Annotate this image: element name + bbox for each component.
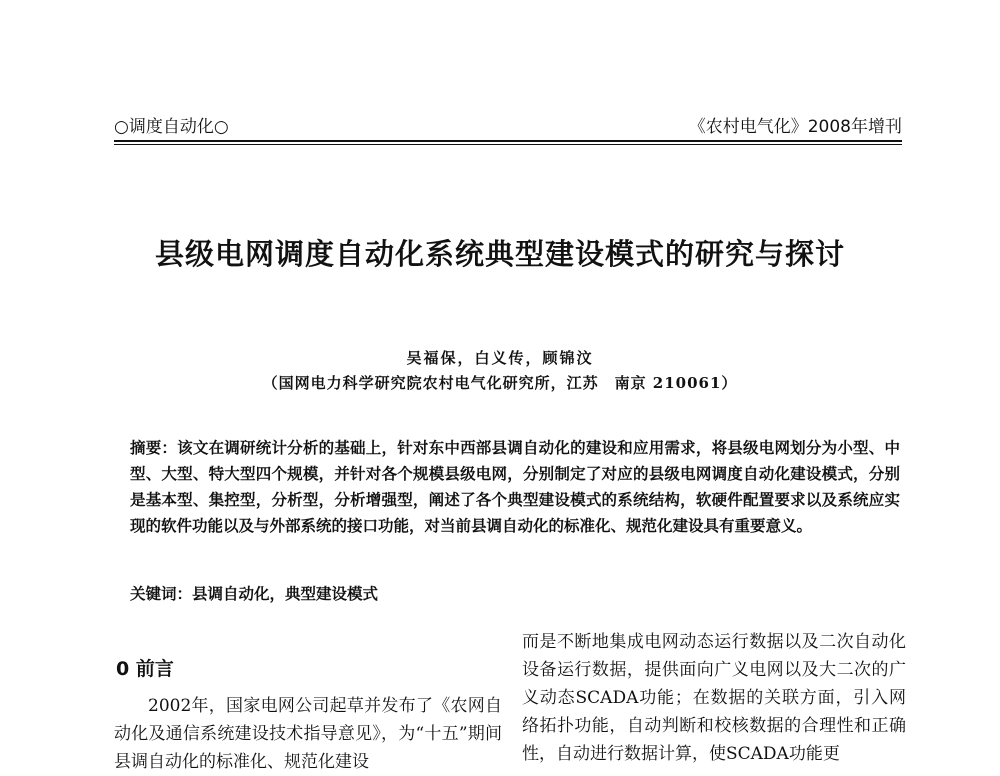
keywords	[130, 582, 378, 604]
abstract-label: 摘要：	[130, 439, 178, 457]
header-rule-thin	[114, 144, 902, 145]
affiliation: （国网电力科学研究院农村电气化研究所，江苏 南京 210061）	[262, 374, 738, 392]
running-header	[114, 110, 902, 138]
abstract	[130, 435, 900, 539]
header-rule	[114, 140, 902, 142]
right-column	[522, 628, 906, 768]
keywords-text: 县调自动化，典型建设模式	[192, 584, 379, 603]
section-heading: 0 前言	[116, 658, 174, 680]
author-list: 吴福保，白义传，顾锦汶	[406, 349, 594, 367]
section-label: ○调度自动化○	[114, 117, 229, 137]
body-paragraph-right: 而是不断地集成电网动态运行数据以及二次自动化设备运行数据，提供面向广义电网以及大二次的广义动态SCADA功能；在数据的关联方面，引入网络拓扑功能，自动判断和校核数据的合理性和正确性，自动进行数据计算，使SCADA功能更	[522, 632, 906, 764]
left-column	[114, 640, 502, 776]
keywords-label: 关键词：	[130, 585, 193, 603]
abstract-text: 该文在调研统计分析的基础上，针对东中西部县调自动化的建设和应用需求，将县级电网划分为小型、中型、大型、特大型四个规模，并针对各个规模县级电网，分别制定了对应的县级电网调度自动化建设模式，分别是基本型、集控型，分析型，分析增强型，阐述了各个典型建设模式的系统结构，软硬件配置要求以及系统应实现的软件功能以及与外部系统的接口功能，对当前县调自动化的标准化、规范化建设具有重要意义。	[130, 438, 900, 535]
journal-label: 《农村电气化》2008年增刊	[688, 117, 902, 137]
body-paragraph: 2002年，国家电网公司起草并发布了《农网自动化及通信系统建设技术指导意见》，为“十五”期间县调自动化的标准化、规范化建设	[114, 696, 502, 772]
paper-title: 县级电网调度自动化系统典型建设模式的研究与探讨	[154, 237, 845, 271]
